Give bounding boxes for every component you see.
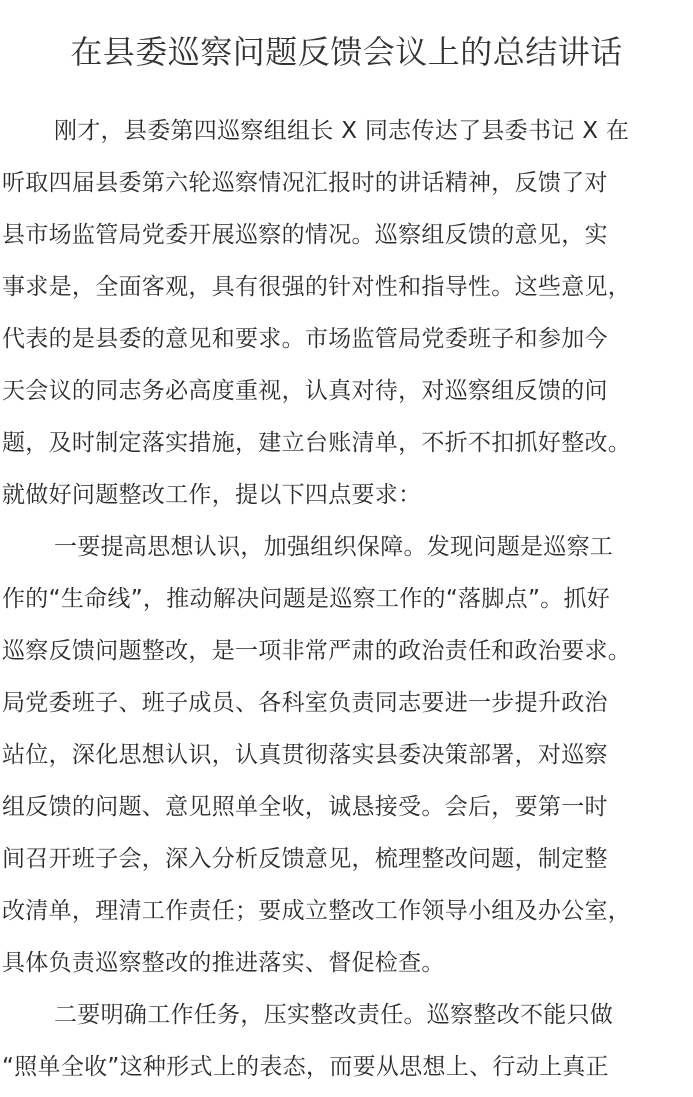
text-line: 局党委班子、班子成员、各科室负责同志要进一步提升政治 <box>2 690 608 716</box>
text-line: 具体负责巡察整改的推进落实、督促检查。 <box>2 950 445 976</box>
text-line: 改清单，理清工作责任；要成立整改工作领导小组及办公室， <box>2 898 632 924</box>
text-line: 题，及时制定落实措施，建立台账清单，不折不扣抓好整改。 <box>2 430 632 456</box>
text-line: 一要提高思想认识，加强组织保障。发现问题是巡察工 <box>54 534 614 560</box>
text-line: 天会议的同志务必高度重视，认真对待，对巡察组反馈的问 <box>2 378 608 404</box>
text-line: 就做好问题整改工作，提以下四点要求： <box>2 482 422 508</box>
text-line: 间召开班子会，深入分析反馈意见，梳理整改问题，制定整 <box>2 846 608 872</box>
document-body <box>2 105 691 1093</box>
text-line: 组反馈的问题、意见照单全收，诚恳接受。会后，要第一时 <box>2 794 608 820</box>
text-line: 刚才，县委第四巡察组组长 X 同志传达了县委书记 X 在 <box>54 118 630 144</box>
document-title: 在县委巡察问题反馈会议上的总结讲话 <box>70 33 623 71</box>
text-line: 二要明确工作任务，压实整改责任。巡察整改不能只做 <box>54 1002 614 1028</box>
text-line: 县市场监管局党委开展巡察的情况。巡察组反馈的意见，实 <box>2 222 608 248</box>
text-line: 事求是，全面客观，具有很强的针对性和指导性。这些意见， <box>2 274 632 300</box>
text-line: “照单全收”这种形式上的表态，而要从思想上、行动上真正 <box>2 1054 609 1080</box>
text-line: 巡察反馈问题整改，是一项非常严肃的政治责任和政治要求。 <box>2 638 632 664</box>
text-line: 代表的是县委的意见和要求。市场监管局党委班子和参加今 <box>2 326 608 352</box>
text-line: 站位，深化思想认识，认真贯彻落实县委决策部署，对巡察 <box>2 742 608 768</box>
text-line: 作的“生命线”，推动解决问题是巡察工作的“落脚点”。抓好 <box>2 586 611 612</box>
paragraph-1 <box>2 105 691 521</box>
paragraph-3 <box>2 989 691 1093</box>
text-line: 听取四届县委第六轮巡察情况汇报时的讲话精神，反馈了对 <box>2 170 608 196</box>
paragraph-2 <box>2 521 691 989</box>
